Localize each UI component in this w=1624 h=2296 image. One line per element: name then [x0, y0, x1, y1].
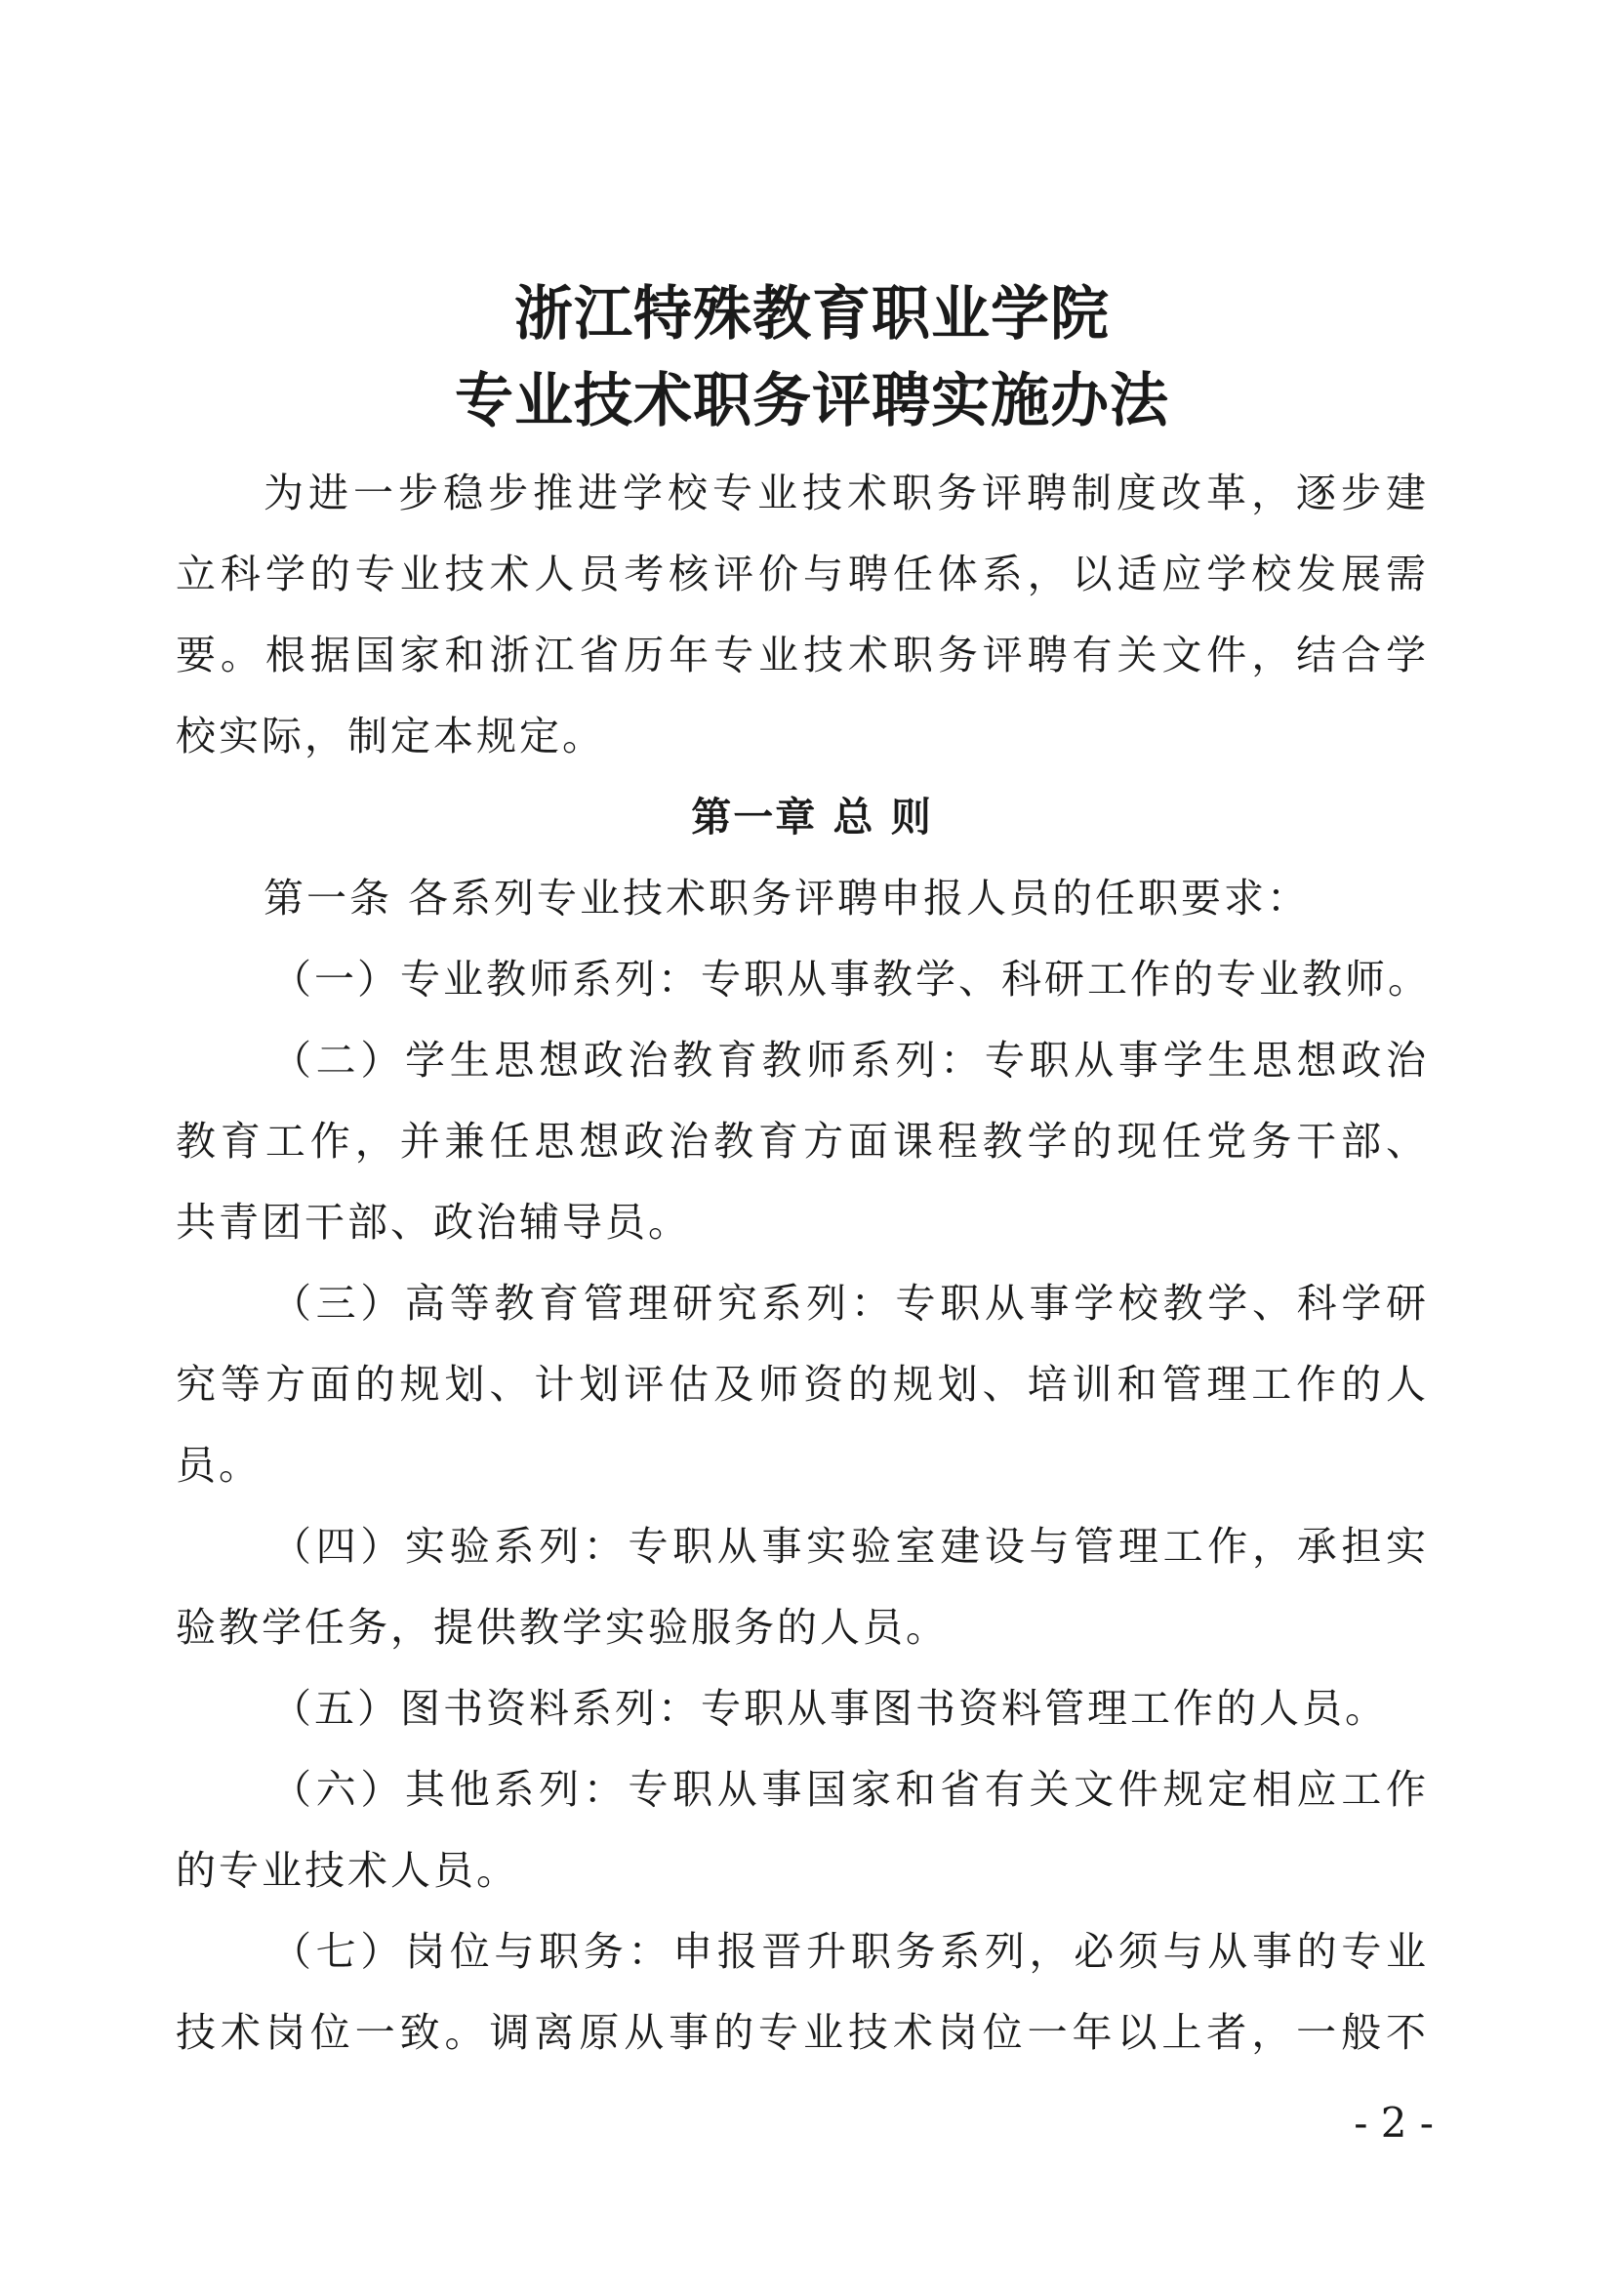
item-3-line-1: （三）高等教育管理研究系列：专职从事学校教学、科学研 [271, 1280, 1429, 1327]
item-4-line-2: 验教学任务，提供教学实验服务的人员。 [176, 1604, 949, 1651]
item-3-line-2: 究等方面的规划、计划评估及师资的规划、培训和管理工作的人 [176, 1361, 1429, 1408]
item-2-line-2: 教育工作，并兼任思想政治教育方面课程教学的现任党务干部、 [176, 1118, 1429, 1165]
document-title-line-1: 浙江特殊教育职业学院 [514, 280, 1110, 348]
intro-line-1: 为进一步稳步推进学校专业技术职务评聘制度改革，逐步建 [264, 470, 1429, 516]
item-1-line-1: （一）专业教师系列：专职从事教学、科研工作的专业教师。 [271, 956, 1431, 1003]
item-2-line-1: （二）学生思想政治教育教师系列：专职从事学生思想政治 [271, 1037, 1429, 1084]
intro-line-4: 校实际，制定本规定。 [176, 713, 605, 759]
item-2-line-3: 共青团干部、政治辅导员。 [176, 1199, 691, 1246]
chapter-heading: 第一章 总 则 [691, 794, 933, 840]
item-7-line-2: 技术岗位一致。调离原从事的专业技术岗位一年以上者，一般不 [176, 2009, 1429, 2056]
item-7-line-1: （七）岗位与职务：申报晋升职务系列，必须与从事的专业 [271, 1928, 1429, 1975]
item-6-line-1: （六）其他系列：专职从事国家和省有关文件规定相应工作 [271, 1766, 1429, 1813]
item-5-line-1: （五）图书资料系列：专职从事图书资料管理工作的人员。 [271, 1685, 1388, 1732]
page-number: - 2 - [1354, 2099, 1434, 2147]
item-4-line-1: （四）实验系列：专职从事实验室建设与管理工作，承担实 [271, 1523, 1429, 1570]
item-3-line-3: 员。 [176, 1442, 262, 1489]
article-1: 第一条 各系列专业技术职务评聘申报人员的任职要求： [264, 875, 1311, 922]
intro-line-3: 要。根据国家和浙江省历年专业技术职务评聘有关文件，结合学 [176, 632, 1429, 678]
document-title-line-2: 专业技术职务评聘实施办法 [455, 367, 1169, 435]
intro-line-2: 立科学的专业技术人员考核评价与聘任体系，以适应学校发展需 [176, 551, 1429, 597]
item-6-line-2: 的专业技术人员。 [176, 1847, 519, 1894]
